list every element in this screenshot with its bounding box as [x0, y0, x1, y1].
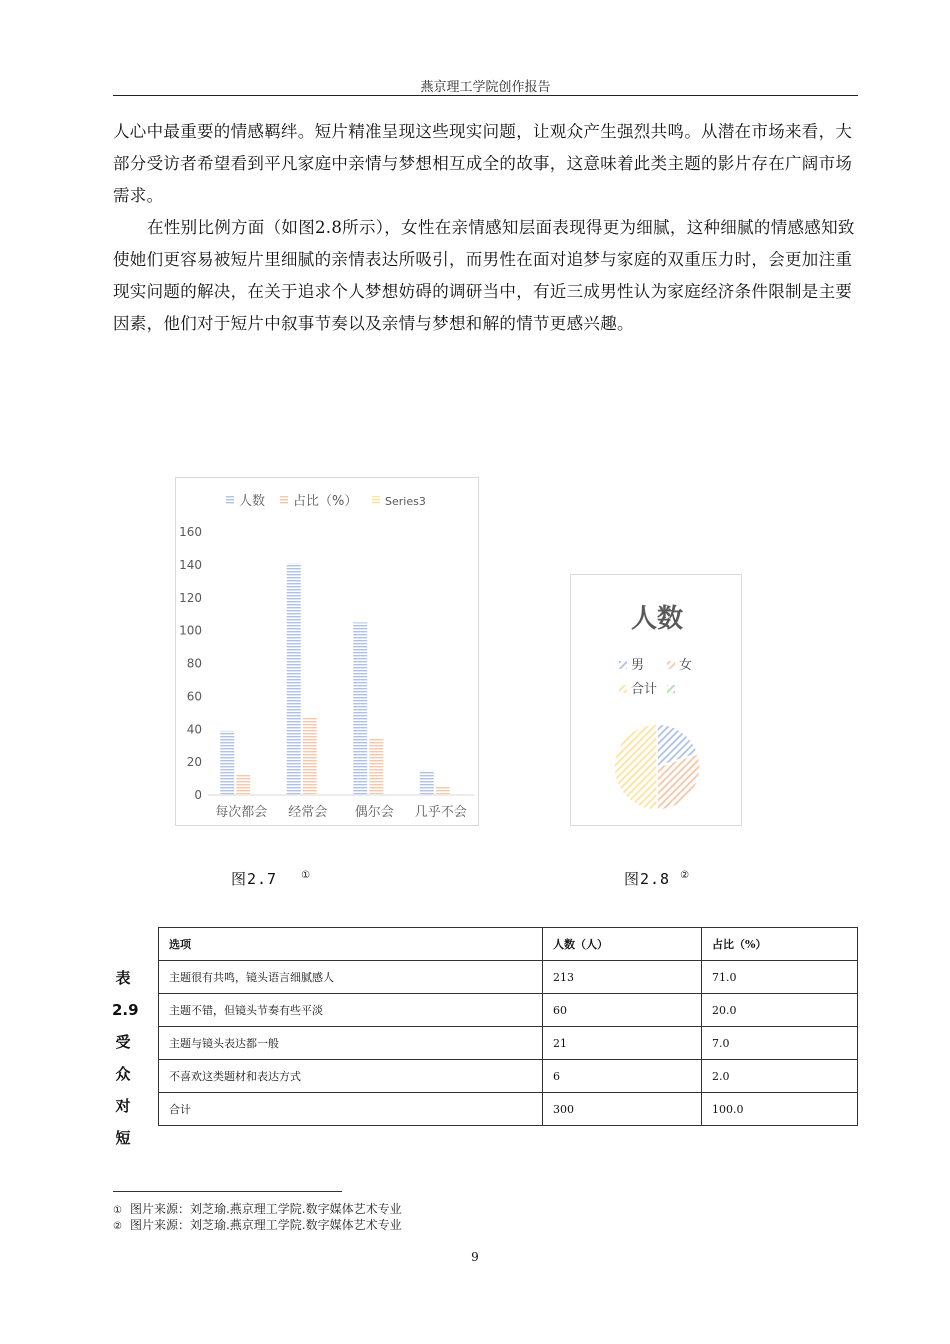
y-tick-label: 100 [179, 623, 202, 638]
legend-label: 人数 [239, 494, 266, 509]
table-cell: 20.0 [702, 994, 858, 1027]
pie-slice [614, 724, 657, 810]
table-cell: 合计 [159, 1093, 543, 1126]
table-caption-char: 短 [115, 1129, 131, 1147]
running-header: 燕京理工学院创作报告 [420, 80, 551, 95]
table-cell: 60 [543, 994, 702, 1027]
figure-2-8-caption [624, 868, 690, 889]
pie-chart-slices [614, 724, 700, 810]
legend-swatch [667, 661, 675, 669]
y-tick-label: 80 [186, 656, 202, 671]
bar [303, 718, 317, 795]
bar-chart-figure [175, 477, 479, 826]
y-tick-label: 160 [179, 525, 202, 539]
bar-chart-legend [226, 493, 426, 509]
y-tick-label: 40 [186, 722, 202, 737]
y-tick-label: 60 [186, 689, 202, 704]
table-cell: 7.0 [702, 1027, 858, 1060]
legend-label: 占比（%） [293, 494, 358, 509]
table-cell: 100.0 [702, 1093, 858, 1126]
table-cell: 主题不错，但镜头节奏有些平淡 [159, 994, 543, 1027]
legend-swatch [619, 685, 627, 693]
table-caption-char: 受 [115, 1033, 131, 1051]
bar [353, 622, 367, 795]
footnote-ref[interactable]: ② [680, 870, 691, 881]
footnote [113, 1216, 402, 1233]
x-tick-label: 几乎不会 [414, 805, 467, 820]
table-cell: 213 [543, 961, 702, 994]
footnote-divider [113, 1191, 342, 1192]
table-cell: 主题很有共鸣，镜头语言细腻感人 [159, 961, 543, 994]
bar-chart-y-axis [179, 525, 202, 802]
bar-chart-bars [220, 563, 450, 795]
bar-chart-x-axis [215, 804, 467, 820]
legend-swatch [280, 496, 288, 504]
footnote-text: 图片来源：刘芝瑜.燕京理工学院.数字媒体艺术专业 [129, 1218, 402, 1232]
y-tick-label: 120 [179, 590, 202, 605]
paragraph-1: 人心中最重要的情感羁绊。短片精准呈现这些现实问题，让观众产生强烈共鸣。从潜在市场来看，大部分受访者希望看到平凡家庭中亲情与梦想相互成全的故事，这意味着此类主题的影片存在广阔市场需求。 [113, 122, 853, 205]
table-caption-char: 2.9 [112, 1001, 139, 1019]
footnote-text: 图片来源：刘芝瑜.燕京理工学院.数字媒体艺术专业 [129, 1202, 402, 1216]
table-row [159, 961, 858, 994]
y-tick-label: 140 [179, 557, 202, 572]
pie-chart-figure [570, 574, 742, 826]
table-cell: 主题与镜头表达都一般 [159, 1027, 543, 1060]
bar [436, 787, 450, 795]
header-divider [113, 95, 858, 96]
table-caption-char: 对 [115, 1097, 131, 1115]
figure-label: 图2.7 [231, 870, 278, 888]
table-cell: 6 [543, 1060, 702, 1093]
x-tick-label: 经常会 [288, 805, 328, 820]
bar [287, 563, 301, 795]
legend-label: 男 [631, 658, 645, 673]
table-caption [112, 962, 139, 1154]
table-header-cell: 选项 [159, 928, 543, 961]
legend-swatch [667, 685, 675, 693]
y-tick-label: 0 [194, 788, 202, 802]
pie-chart-legend [619, 658, 692, 697]
legend-swatch [619, 661, 627, 669]
paragraph-2: 在性别比例方面（如图2.8所示），女性在亲情感知层面表现得更为细腻，这种细腻的情感感知致使她们更容易被短片里细腻的亲情表达所吸引，而男性在面对追梦与家庭的双重压力时，会更加注重现实问题的解决，在关于追求个人梦想妨碍的调研当中，有近三成男性认为家庭经济条件限制是主要因素，他们对于短片中叙事节奏以及亲情与梦想和解的情节更感兴趣。 [113, 218, 855, 333]
bar [420, 770, 434, 795]
x-tick-label: 偶尔会 [354, 805, 394, 820]
table-cell: 不喜欢这类题材和表达方式 [159, 1060, 543, 1093]
table-row [159, 1060, 858, 1093]
bar [369, 737, 383, 795]
figure-label: 图2.8 [624, 870, 671, 888]
pie-chart-title: 人数 [630, 604, 684, 634]
table-cell: 71.0 [702, 961, 858, 994]
legend-label: Series3 [385, 495, 426, 508]
table-header-cell: 占比（%） [702, 928, 858, 961]
table-cell: 300 [543, 1093, 702, 1126]
table-row [159, 1093, 858, 1126]
y-tick-label: 20 [186, 755, 202, 770]
footnote-ref[interactable]: ① [301, 870, 312, 881]
legend-swatch [372, 496, 380, 504]
table-caption-char: 众 [115, 1065, 131, 1083]
x-tick-label: 每次都会 [215, 805, 268, 820]
survey-table [158, 927, 858, 1126]
table-header-cell: 人数（人） [543, 928, 702, 961]
bar [220, 731, 234, 795]
table-cell: 21 [543, 1027, 702, 1060]
legend-label: 女 [679, 658, 693, 673]
footnote-mark: ① [113, 1205, 122, 1216]
page-number: 9 [471, 1250, 479, 1264]
bar [236, 774, 250, 795]
table-row [159, 1027, 858, 1060]
table-cell: 2.0 [702, 1060, 858, 1093]
bar-chart [176, 478, 478, 825]
legend-label: 合计 [631, 682, 658, 697]
legend-swatch [226, 496, 234, 504]
footnote-mark: ② [113, 1221, 122, 1232]
figure-2-7-caption [231, 868, 311, 889]
footnote [113, 1200, 402, 1217]
table-row [159, 994, 858, 1027]
pie-chart [571, 575, 741, 825]
table-header-row [159, 928, 858, 961]
table-caption-char: 表 [115, 969, 131, 987]
